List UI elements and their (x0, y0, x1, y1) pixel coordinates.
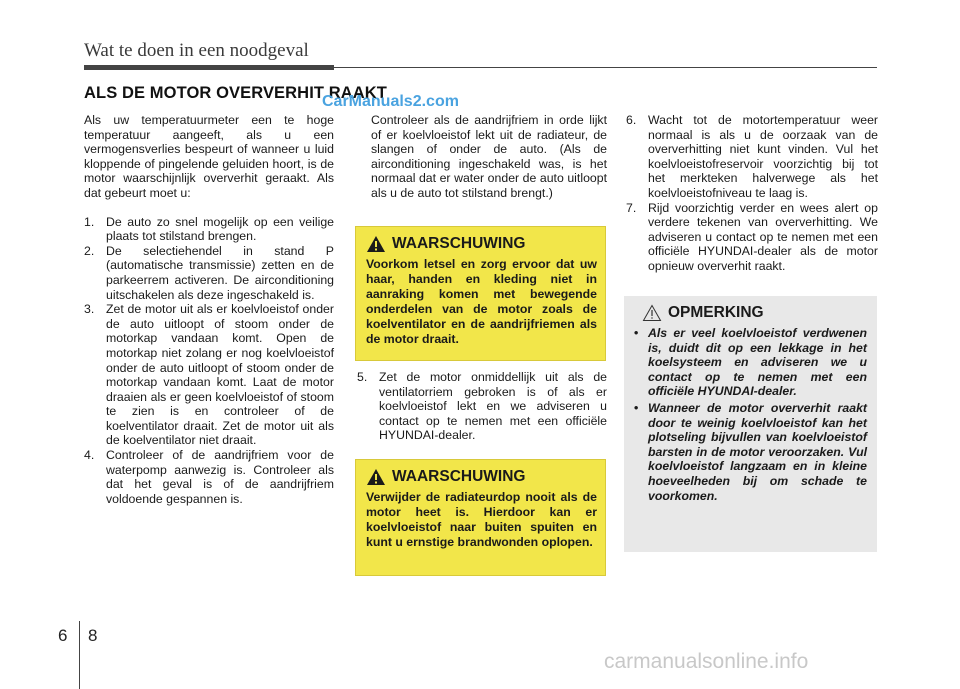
column-3 (626, 113, 878, 274)
column-2 (357, 113, 607, 201)
warning-title: WAARSCHUWING (392, 235, 526, 252)
list-number: 4. (84, 448, 95, 463)
column-1 (84, 113, 334, 506)
list-item-5 (357, 370, 607, 443)
list-text: De selectiehendel in stand P (automatische transmissie) zetten en de parkeerrem activeren. De airconditioning uitschakelen als deze ingeschakeld is. (106, 243, 334, 302)
page-section-number: 6 (58, 626, 68, 645)
note-box (624, 296, 877, 552)
warning-text: Voorkom letsel en zorg ervoor dat uw haar, handen en kleding niet in aanraking komen met bewegende onderdelen van de motor zoals de koelventilator en de aandrijfriemen als de motor draait. (366, 257, 597, 346)
list-number: 3. (84, 302, 95, 317)
watermark-bottom: carmanualsonline.info (604, 650, 809, 673)
list-number: 1. (84, 214, 95, 229)
list-number: 7. (626, 200, 637, 215)
column-2-item5 (357, 370, 607, 443)
watermark-top: CarManuals2.com (322, 93, 459, 110)
note-item-1 (634, 326, 867, 399)
list-text: Controleer of de aandrijfriem voor de waterpomp aanwezig is. Controleer als dat het geval is of de aandrijfriem voldoende gespannen is. (106, 448, 334, 506)
list-item-6 (626, 113, 878, 201)
note-text: Wanneer de motor oververhit raakt door te weinig koelvloeistof kan het plotseling bijvullen van koelvloeistof barsten in de motor veroorzaken. Vul koelvloeistof langzaam en in kleine hoeveelheden bij om schade te voorkomen. (648, 400, 867, 503)
list-item-4 (84, 448, 334, 506)
list-text: De auto zo snel mogelijk op een veilige plaats tot stilstand brengen. (106, 214, 334, 244)
footer-divider (79, 621, 80, 689)
warning-header (366, 468, 597, 486)
list-text: Zet de motor uit als er koelvloeistof onder de auto uitloopt of stoom onder de motorkap vandaan komt. Open de motorkap niet zolang er nog koelvloeistof onder de auto uitloopt of stoom onder de motorkap vandaan komt. Laat de motor draaien als er geen koelvloeistof of stoom te zien is en controleer of de koelventilator draait. Zet de motor uit als de koelventilator niet draait. (106, 302, 334, 448)
warning-header (366, 235, 597, 253)
warning-box-1 (355, 226, 606, 361)
note-header (634, 304, 867, 322)
header-rule-thin (334, 67, 877, 68)
list-text: Wacht tot de motortemperatuur weer normaal is als u de oorzaak van de oververhitting niet kunt vinden. Vul het koelvloeistofreservoir voorzichtig bij tot het merkteken halverwege als het koelvloeistofniveau te laag is. (648, 113, 878, 200)
note-text: Als er veel koelvloeistof verdwenen is, duidt dit op een lekkage in het koelsysteem en adviseren we u contact op te nemen met een officiële HYUNDAI-dealer. (648, 326, 867, 399)
list-item-3 (84, 302, 334, 448)
list-item-1 (84, 215, 334, 244)
warning-text: Verwijder de radiateurdop nooit als de motor heet is. Hierdoor kan er koelvloeistof naar buiten spuiten en kunt u ernstige brandwonden oplopen. (366, 490, 597, 549)
list-text: Zet de motor onmiddellijk uit als de ventilatorriem gebroken is of als er koelvloeistof lekt en we adviseren u contact op te nemen met een officiële HYUNDAI-dealer. (379, 370, 607, 443)
warning-box-2 (355, 459, 606, 576)
section-title: ALS DE MOTOR OVERVERHIT RAAKT (84, 84, 387, 102)
list-number: 6. (626, 113, 637, 127)
warning-triangle-icon (366, 235, 386, 253)
list-item-2 (84, 244, 334, 302)
intro-paragraph: Als uw temperatuurmeter een te hoge temperatuur aangeeft, als u een vermogensverlies bespeurt of wanneer u luid kloppende of pingelende geluiden hoort, is de motor waarschijnlijk oververhit geraakt. Als dat gebeurt moet u: (84, 113, 334, 200)
note-title: OPMERKING (668, 304, 764, 321)
caution-triangle-icon (642, 304, 662, 322)
page-number: 8 (88, 626, 98, 645)
bullet: • (634, 326, 639, 340)
list-number: 2. (84, 243, 95, 258)
note-item-2 (634, 401, 867, 503)
list-number: 5. (357, 370, 368, 384)
warning-triangle-icon (366, 468, 386, 486)
warning-title: WAARSCHUWING (392, 468, 526, 485)
bullet: • (634, 400, 639, 415)
page-header-title: Wat te doen in een noodgeval (84, 40, 309, 61)
list-text: Rijd voorzichtig verder en wees alert op verdere tekenen van oververhitting. We adviseren u contact op te nemen met een officiële HYUNDAI-dealer als de motor opnieuw oververhit raakt. (648, 200, 878, 273)
header-rule-thick (84, 65, 334, 70)
continued-paragraph: Controleer als de aandrijfriem in orde lijkt of er koelvloeistof lekt uit de radiateur, de slangen of onder de auto. (Als de airconditioning ingeschakeld was, is het normaal dat er water onder de auto uitloopt als u de auto tot stilstand brengt.) (371, 113, 607, 200)
list-item-7 (626, 201, 878, 274)
